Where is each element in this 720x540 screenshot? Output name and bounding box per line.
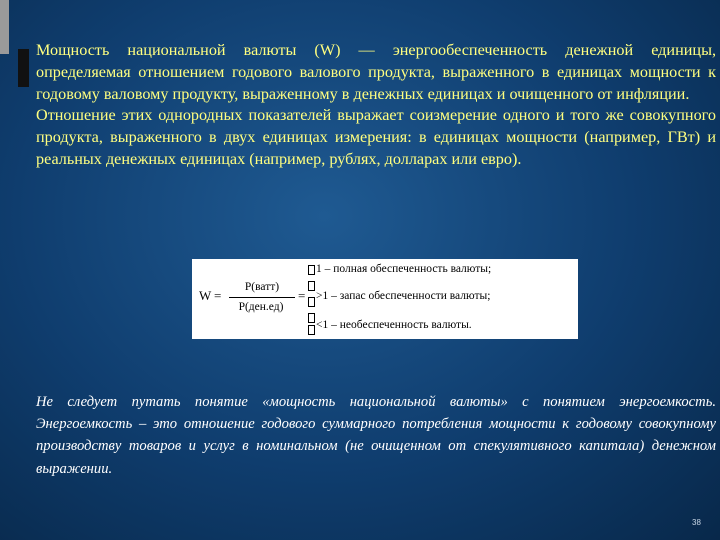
brace-glyph-1 <box>308 265 315 275</box>
brace-glyph-3 <box>308 297 315 307</box>
decor-square-5 <box>0 36 9 45</box>
decor-square-6 <box>0 45 9 54</box>
formula-equals-2: = <box>298 288 306 303</box>
brace-glyph-4 <box>308 313 315 323</box>
formula-equals: = <box>214 288 222 303</box>
formula-image <box>192 259 578 339</box>
page-number: 38 <box>692 518 701 527</box>
decor-square-4 <box>0 27 9 36</box>
brace-glyph-5 <box>308 325 315 335</box>
fraction-bar <box>229 297 295 298</box>
paragraph-explanation: Отношение этих однородных показателей выражает соизмерение одного и того же совокупного продукта, выраженного в двух единицах измерения: в единицах мощности (например, ГВт) и реальных денежных единицах (например, рублях, долларах или евро). <box>36 106 716 168</box>
paragraph-note: Не следует путать понятие «мощность национальной валюты» с понятием энергоемкость. Энергоемкость – это отношение годового суммарного потребления мощности к годовому совокупному производству товаров и услуг в номинальном (не очищенном от спекулятивного капитала) денежном выражении. <box>36 394 716 477</box>
decor-square-1 <box>0 0 9 9</box>
formula-denominator: P(ден.ед) <box>238 301 284 313</box>
formula-case-2: >1 – запас обеспеченности валюты; <box>316 290 491 302</box>
brace-glyph-2 <box>308 281 315 291</box>
decor-square-3 <box>0 18 9 27</box>
formula-case-1: 1 – полная обеспеченность валюты; <box>316 263 492 275</box>
formula-numerator: P(ватт) <box>244 281 280 293</box>
note-text <box>36 391 716 480</box>
decor-square-2 <box>0 9 9 18</box>
main-text <box>36 40 716 171</box>
formula-case-3: <1 – необеспеченность валюты. <box>316 319 472 331</box>
formula-lhs: W <box>199 288 212 303</box>
paragraph-definition: Мощность национальной валюты (W) — энергообеспеченность денежной единицы, определяемая отношением годового валового продукта, выраженного в единицах мощности к годовому валовому продукту, выраженному в денежных единицах и очищенного от инфляции. <box>36 41 716 103</box>
decor-bar-left <box>18 49 29 87</box>
